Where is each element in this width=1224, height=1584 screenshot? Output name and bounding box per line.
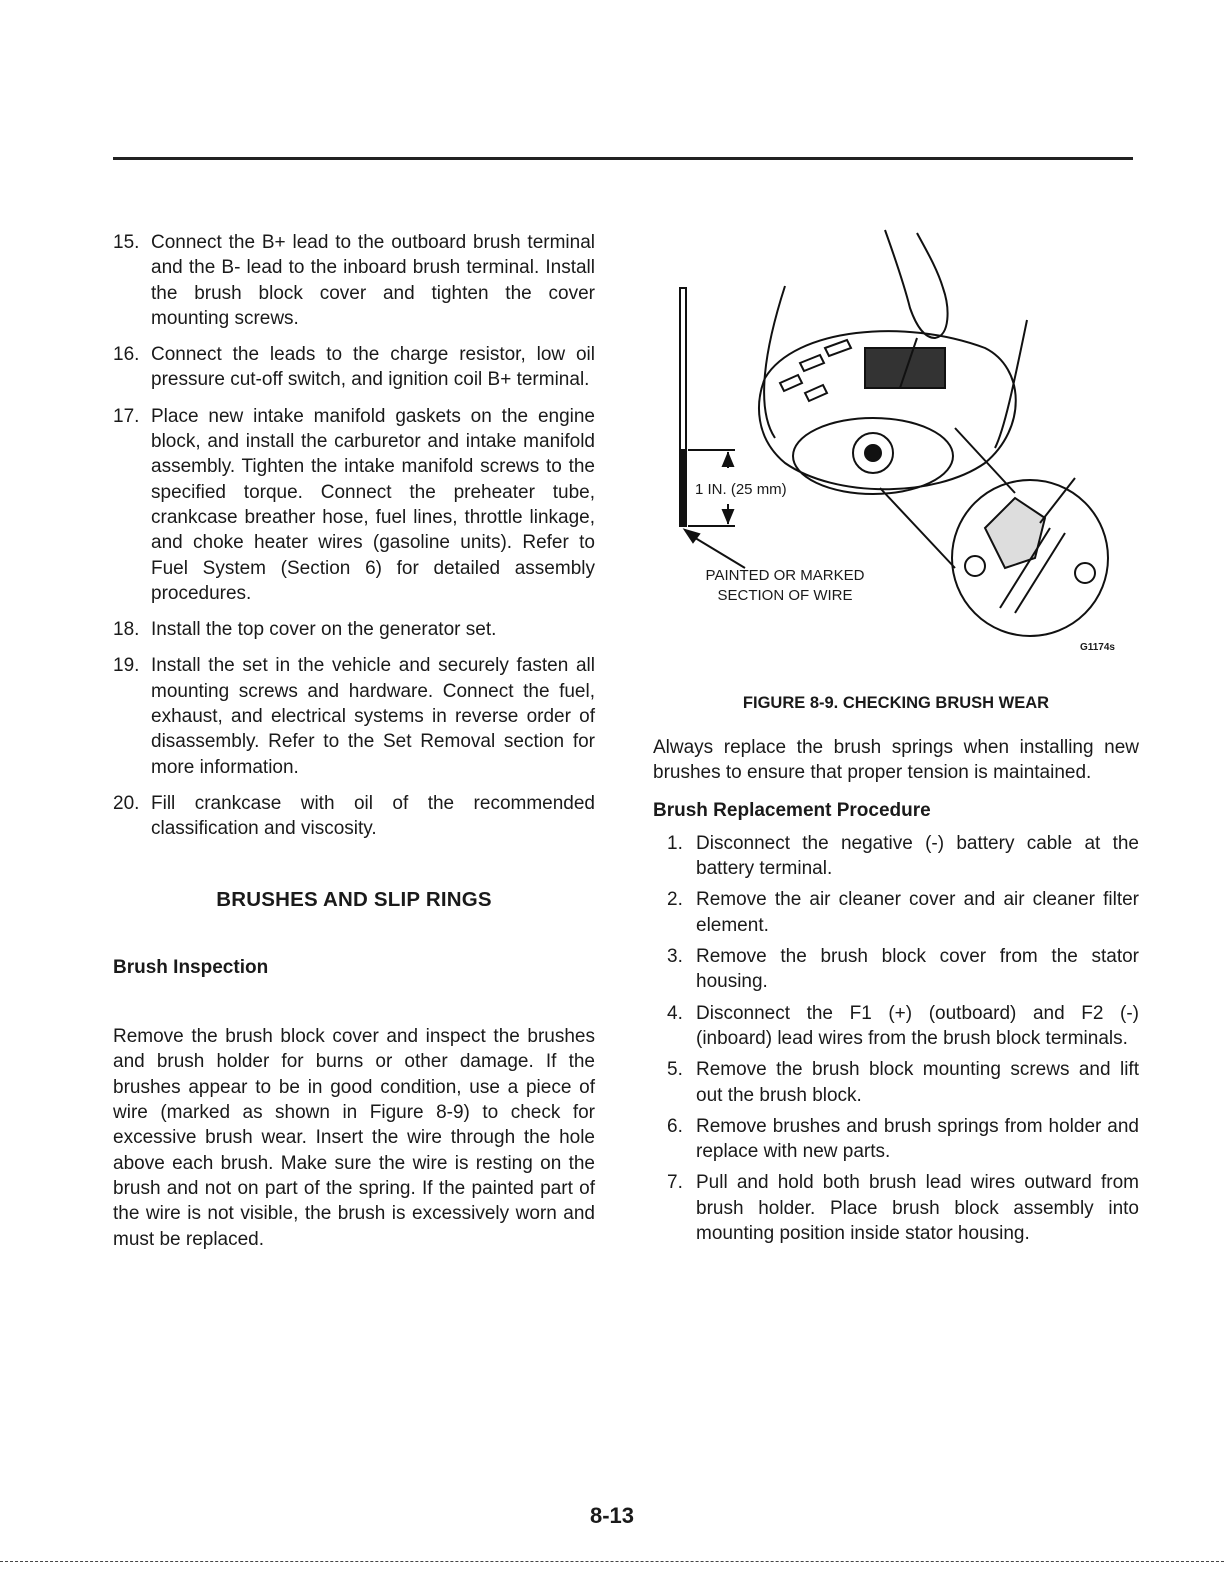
step-18: 18. Install the top cover on the generator set. xyxy=(113,619,497,641)
replace-step-6: 6. Remove brushes and brush springs from holder and replace with new parts. xyxy=(667,1115,1139,1163)
replace-step-5: 5. Remove the brush block mounting screws and lift out the brush block. xyxy=(667,1059,1139,1106)
figure-id: G1174s xyxy=(1079,642,1115,653)
replace-step-3: 3. Remove the brush block cover from the stator housing. xyxy=(667,946,1139,993)
replace-step-2: 2. Remove the air cleaner cover and air cleaner filter element. xyxy=(667,889,1139,936)
brush-wear-figure xyxy=(655,228,1133,668)
replace-step-7: 7. Pull and hold both brush lead wires outward from brush holder. Place brush block assembly into mounting position inside stator housing. xyxy=(667,1172,1139,1245)
step-16: 16. Connect the leads to the charge resistor, low oil pressure cut-off switch, and ignition coil B+ terminal. xyxy=(113,344,595,391)
step-20: 20. Fill crankcase with oil of the recommended classification and viscosity. xyxy=(113,792,595,840)
brush-inspection-text: Remove the brush block cover and inspect the brushes and brush holder for burns or other damage. If the brushes appear to be in good condition, use a piece of wire (marked as shown in Figure 8-9) to check for excessive brush wear. Insert the wire through the hole above each brush. Make sure the wire is resting on the brush and not on part of the spring. If the painted part of the wire is not visible, the brush is excessively worn and must be replaced. xyxy=(113,1026,595,1250)
step-19: 19. Install the set in the vehicle and securely fasten all mounting screws and hardware. Connect the fuel, exhaust, and electrical systems in reverse order of disassembly. Refer to the Set Removal section for more information. xyxy=(113,655,595,778)
dimension-label: 1 IN. (25 mm) xyxy=(695,481,787,498)
footer-rule xyxy=(0,1561,1224,1562)
replace-step-1: 1. Disconnect the negative (-) battery cable at the battery terminal. xyxy=(667,832,1139,880)
brush-inspection-heading: Brush Inspection xyxy=(113,956,269,978)
step-17: 17. Place new intake manifold gaskets on the engine block, and install the carburetor and intake manifold assembly. Tighten the intake manifold screws to the specified torque. Connect the preheater tube, crankcase breather hose, fuel lines, throttle linkage, and choke heater wires (gasoline units). Refer to Fuel System (Section 6) for detailed assembly procedures. xyxy=(113,405,595,604)
page-number: 8-13 xyxy=(589,1503,635,1528)
replace-step-4: 4. Disconnect the F1 (+) (outboard) and F2 (-) (inboard) lead wires from the brush block terminals. xyxy=(667,1002,1139,1049)
step-15: 15. Connect the B+ lead to the outboard brush terminal and the B- lead to the inboard brush terminal. Install the brush block cover and tighten the cover mounting screws. xyxy=(113,232,595,329)
springs-note: Always replace the brush springs when installing new brushes to ensure that proper tension is maintained. xyxy=(653,737,1139,784)
figure-caption: FIGURE 8-9. CHECKING BRUSH WEAR xyxy=(742,694,1050,712)
left-column xyxy=(113,230,595,1252)
painted-section-label: PAINTED OR MARKED SECTION OF WIRE xyxy=(705,567,865,604)
right-column xyxy=(653,735,1139,1252)
header-rule xyxy=(113,157,1133,160)
replacement-heading: Brush Replacement Procedure xyxy=(653,799,931,821)
section-title: BRUSHES AND SLIP RINGS xyxy=(216,887,492,911)
